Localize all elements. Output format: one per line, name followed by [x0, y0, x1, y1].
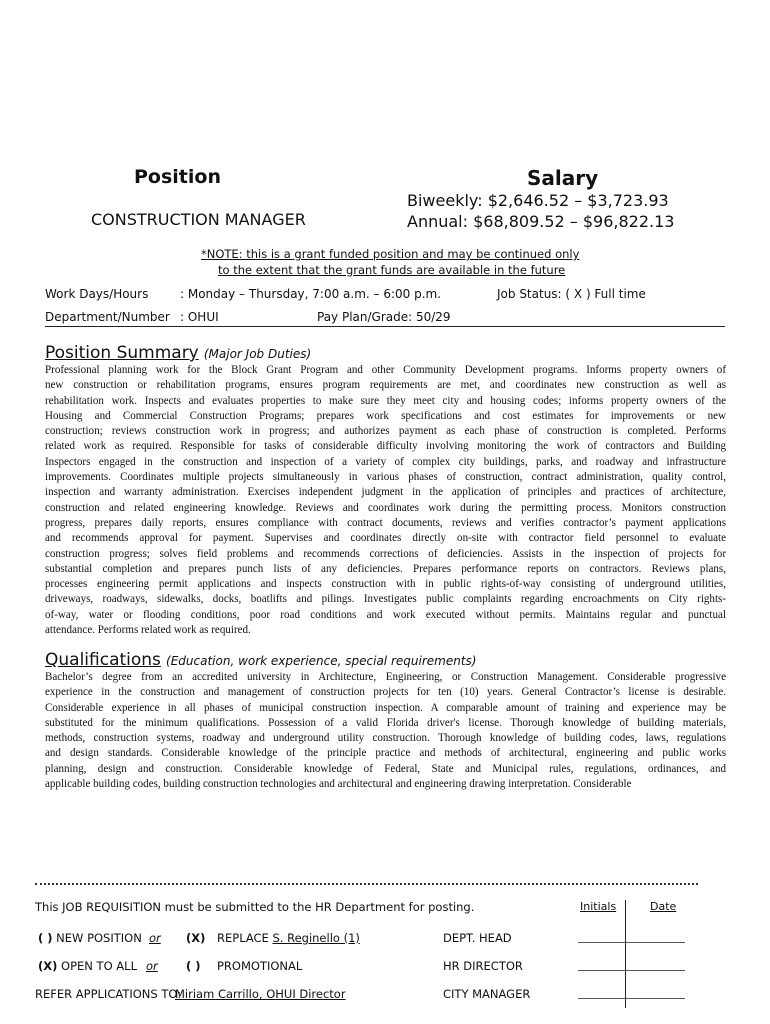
summary-line: construction; reviews construction work in progress; and authorizes payment as each phase of construction is completed. Performs: [45, 425, 726, 438]
summary-line: rehabilitation work. Inspects and evaluates properties to make sure they meet city and housing codes; informs property owners of the: [45, 394, 726, 407]
summary-line: Professional planning work for the Block Grant Program and other Community Development programs. Informs property owners of: [45, 364, 726, 376]
qualifications-subtitle: (Education, work experience, special requirements): [166, 654, 477, 668]
qualifications-line: methods, construction systems, roadway and underground utility construction. Thorough knowledge of building codes, laws, regulations: [45, 732, 726, 745]
qualifications-heading: [45, 650, 476, 670]
position-summary-subtitle: (Major Job Duties): [203, 347, 312, 361]
qualifications-line: applicable building codes, building construction technologies and architectural and engineering drawing interpretation. Considerable: [45, 778, 632, 791]
dept-head-label: DEPT. HEAD: [443, 931, 512, 945]
open-to-all-checkbox[interactable]: (X): [38, 959, 58, 973]
summary-line: processes engineering permit applications and inspects construction with in public rights-of-way consisting of underground utilities,: [45, 578, 726, 591]
hr-director-label: HR DIRECTOR: [443, 959, 523, 973]
summary-line: inspection and warranty administration. Exercises independent judgment in the application of principles and practices of architecture,: [45, 486, 726, 499]
grant-note-line2: to the extent that the grant funds are available in the future: [218, 263, 566, 277]
summary-line: driveways, roadways, sidewalks, docks, boatlifts and pilings. Investigates public complaints regarding encroachments on City rights-: [45, 593, 726, 606]
replace-option: [217, 931, 360, 945]
grant-note-line1: *NOTE: this is a grant funded position and may be continued only: [201, 247, 580, 261]
summary-line: improvements. Coordinates multiple projects simultaneously in various phases of construction, contract administration, quality control,: [45, 471, 726, 484]
salary-heading: Salary: [527, 166, 599, 190]
city-manager-signature-line[interactable]: [578, 998, 685, 999]
row2-or: or: [146, 959, 158, 973]
summary-line: construction and related engineering knowledge. Reviews and coordinates work during the permitting process. Monitors construction: [45, 501, 726, 514]
qualifications-line: substituted for the minimum qualifications. Possession of a valid Florida driver's license. Thorough knowledge of building materials,: [45, 716, 726, 729]
refer-applications-label: REFER APPLICATIONS TO:: [35, 987, 182, 1001]
position-summary-text: [45, 363, 726, 638]
summary-line: Inspectors engaged in the construction and inspection of a variety of complex city buildings, parks, and roadway and infrastructure: [45, 455, 726, 468]
promotional-checkbox[interactable]: ( ): [186, 959, 201, 973]
summary-line: Housing and Commercial Construction Programs; prepares work specifications and cost estimates for improvements or new: [45, 409, 726, 422]
job-status: Job Status: ( X ) Full time: [497, 287, 646, 301]
pay-plan: Pay Plan/Grade: 50/29: [317, 310, 451, 324]
work-days-label: Work Days/Hours: [45, 287, 149, 301]
new-position-option[interactable]: [38, 931, 142, 945]
department-value: : OHUI: [180, 310, 219, 324]
biweekly-salary: Biweekly: $2,646.52 – $3,723.93: [407, 191, 669, 210]
initials-date-separator: [625, 900, 626, 1008]
work-days-value: : Monday – Thursday, 7:00 a.m. – 6:00 p.m.: [180, 287, 442, 301]
summary-line: substantial completion and prepares punch lists of any deficiencies. Prepares performance reports on contractors. Reviews plans,: [45, 562, 726, 575]
open-to-all-option[interactable]: [38, 959, 137, 973]
initials-header: Initials: [580, 900, 617, 913]
city-manager-label: CITY MANAGER: [443, 987, 531, 1001]
position-heading: Position: [134, 166, 221, 188]
qualifications-line: Bachelor’s degree from an accredited university in Architecture, Engineering, or Construction Management. Considerable progressive: [45, 671, 726, 683]
qualifications-line: planning, design and construction. Considerable knowledge of Federal, State and Municipal rules, regulations, ordinances, and: [45, 762, 726, 775]
summary-line: of-way, water or flooding conditions, poor road conditions and work executed without permits. Maintains regular and punctual: [45, 608, 726, 621]
qualifications-line: experience in the construction and management of construction projects for ten (10) years. General Contractor’s license is desirable.: [45, 686, 726, 699]
new-position-checkbox[interactable]: ( ): [38, 931, 53, 945]
details-divider: [45, 326, 725, 327]
dept-head-signature-line[interactable]: [578, 942, 685, 943]
refer-applications-name: Miriam Carrillo, OHUI Director: [175, 987, 346, 1001]
summary-line: related work as required. Responsible for tasks of considerable difficulty involving monitoring the work of contractors and Building: [45, 440, 726, 453]
footer-dotted-divider: [35, 883, 698, 885]
qualifications-line: and design standards. Considerable knowledge of the principle practice and methods of architectural, engineering and public works: [45, 747, 726, 760]
hr-director-signature-line[interactable]: [578, 970, 685, 971]
summary-line: construction progress; solves field problems and recommends corrections of deficiencies. Assists in the inspection of projects for: [45, 547, 726, 560]
replace-checkbox[interactable]: (X): [186, 931, 206, 945]
position-summary-title: Position Summary: [45, 343, 199, 363]
qualifications-title: Qualifications: [45, 650, 161, 670]
row1-or: or: [149, 931, 161, 945]
date-header: Date: [650, 900, 677, 913]
summary-line: attendance. Performs related work as required.: [45, 624, 251, 637]
qualifications-line: Considerable experience in all phases of municipal construction inspection. A comparable amount of training and experience may be: [45, 701, 726, 714]
replace-name: S. Reginello (1): [272, 931, 360, 945]
summary-line: new construction or rehabilitation programs, ensures program requirements are met, and coordinates new construction as well as: [45, 379, 726, 392]
annual-salary: Annual: $68,809.52 – $96,822.13: [407, 212, 675, 231]
summary-line: and recommends approval for payment. Supervises and coordinates directly on-site with contractor field personnel to evaluate: [45, 532, 726, 545]
replace-label: REPLACE: [217, 931, 273, 945]
open-to-all-label: OPEN TO ALL: [61, 959, 137, 973]
position-title: CONSTRUCTION MANAGER: [91, 210, 306, 229]
requisition-note: This JOB REQUISITION must be submitted to the HR Department for posting.: [35, 900, 475, 914]
position-summary-heading: [45, 343, 311, 363]
summary-line: progress, prepares daily reports, ensures compliance with contract documents, reviews and verifies contractor’s payment applications: [45, 516, 726, 529]
promotional-label: PROMOTIONAL: [217, 959, 303, 973]
new-position-label: NEW POSITION: [56, 931, 142, 945]
department-label: Department/Number: [45, 310, 170, 324]
qualifications-text: [45, 670, 726, 792]
